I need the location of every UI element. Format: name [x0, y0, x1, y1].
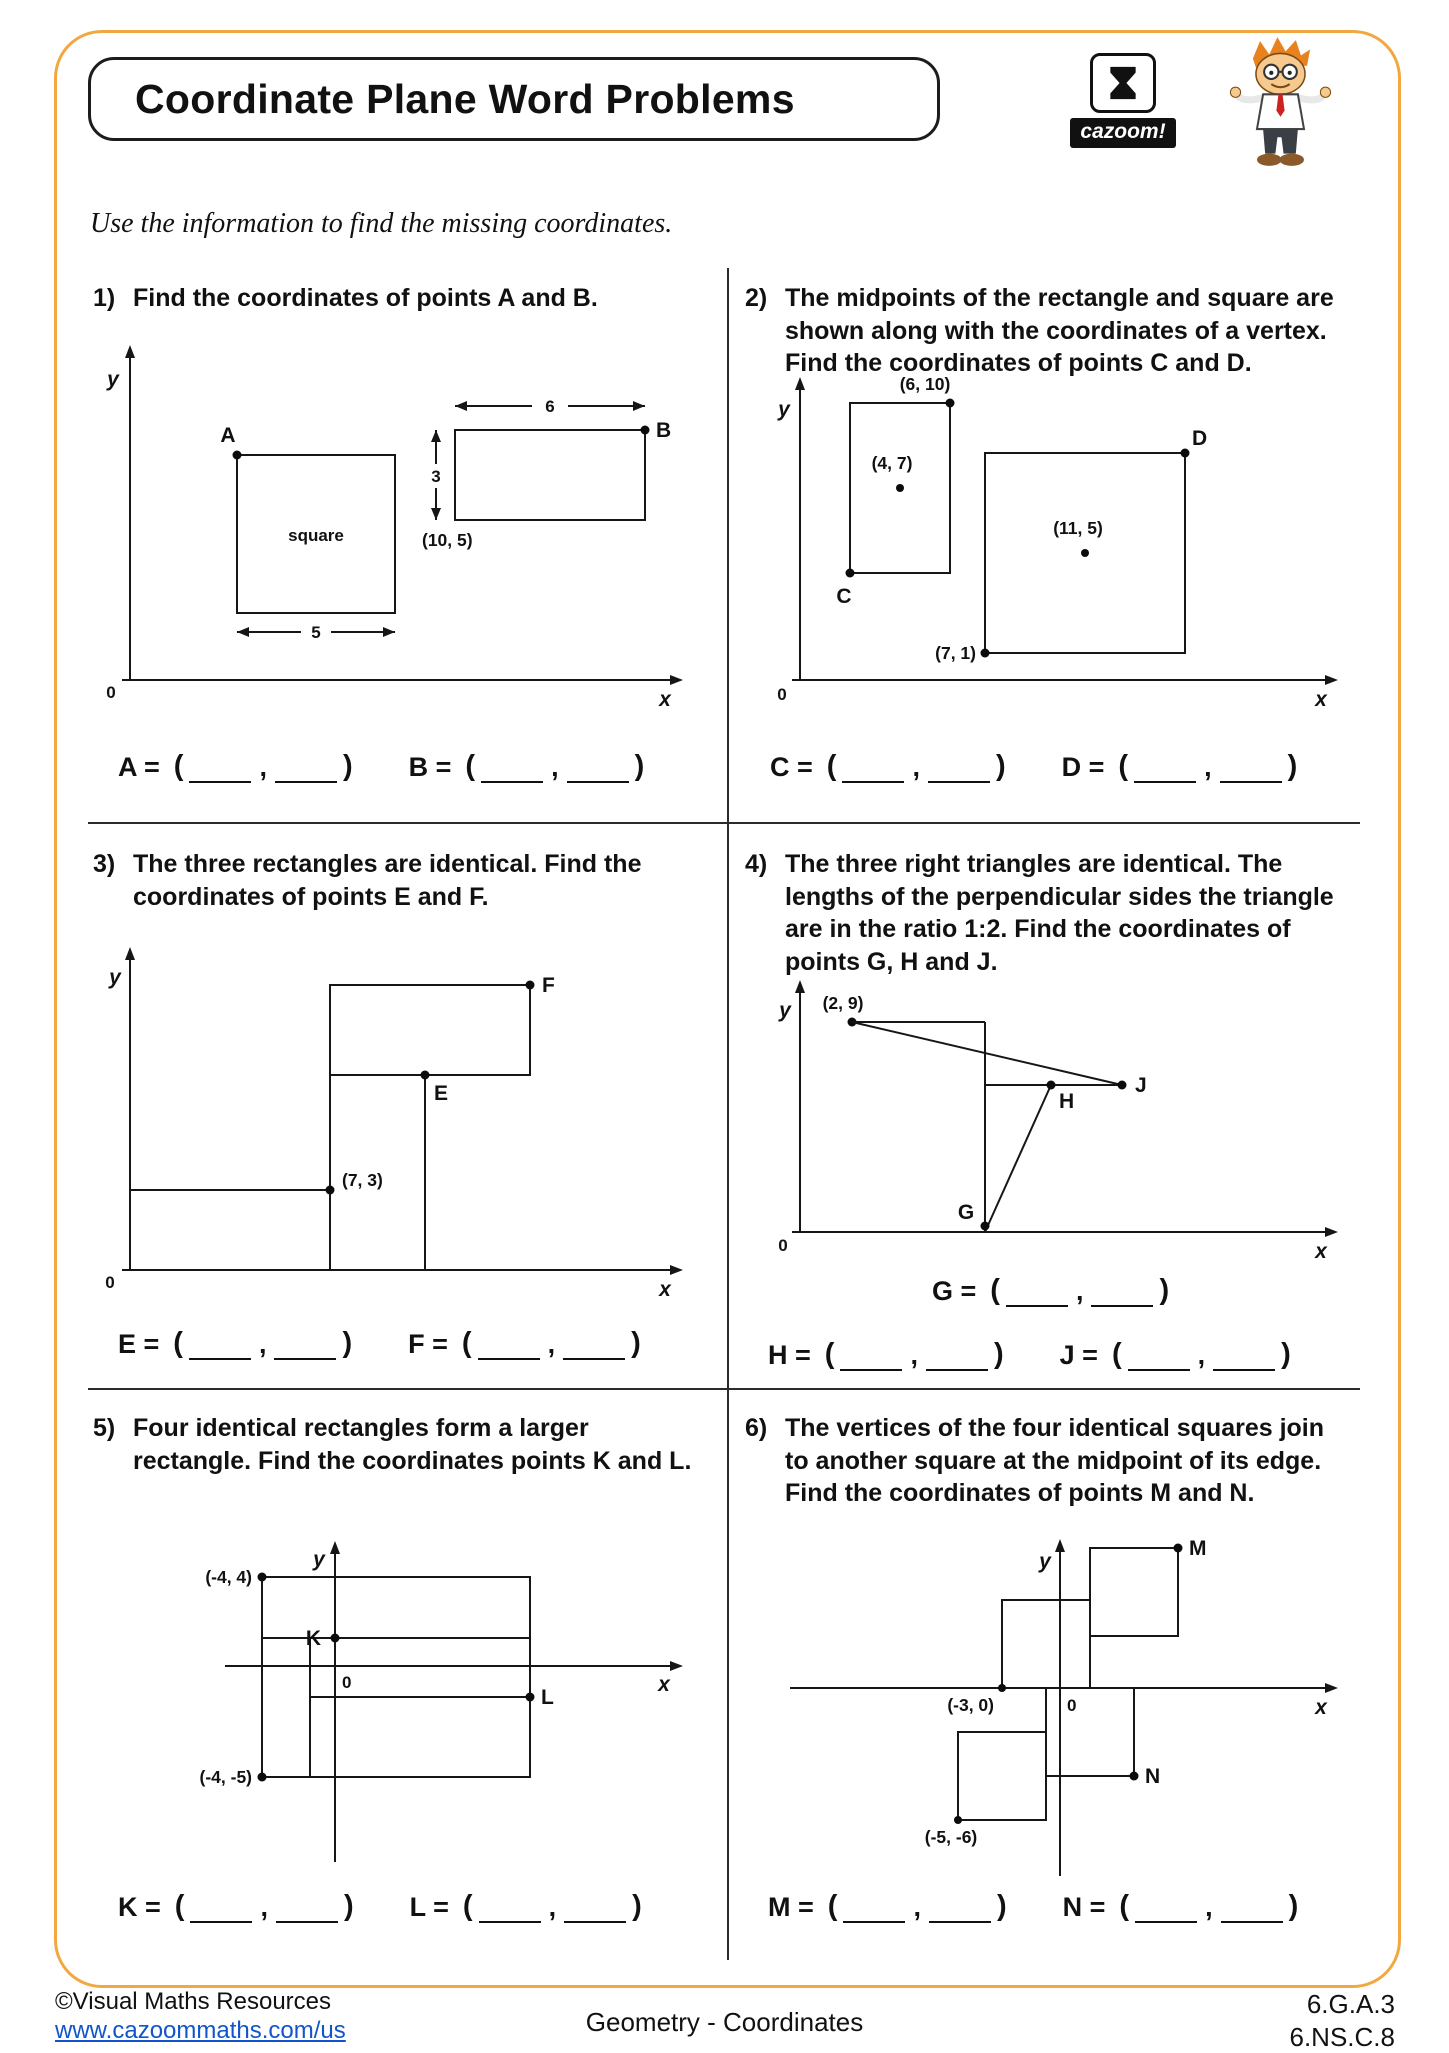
answer-blank	[1221, 1891, 1283, 1923]
close-paren: )	[1289, 1890, 1299, 1923]
square-text: square	[288, 526, 344, 545]
answer-blank	[1128, 1339, 1190, 1371]
origin-label: 0	[1067, 1696, 1076, 1715]
answer-blank	[189, 1328, 251, 1360]
answer-blank	[1006, 1275, 1068, 1307]
dim-arrow	[383, 627, 395, 637]
footer-standards	[1290, 1988, 1396, 2053]
problem-statement: The vertices of the four identical squares join to another square at the midpoint of its edge. Find the coordinates of points M and N.	[785, 1412, 1345, 1510]
midpoint-dot	[896, 484, 904, 492]
open-paren: (	[173, 1327, 183, 1360]
comma: ,	[549, 1892, 557, 1923]
point-E-dot	[421, 1071, 430, 1080]
close-paren: )	[631, 1327, 641, 1360]
dim-arrow	[455, 401, 467, 411]
answer-label: C =	[770, 752, 813, 783]
close-paren: )	[342, 1327, 352, 1360]
problem-number: 4)	[745, 848, 785, 978]
comma: ,	[259, 1329, 267, 1360]
problem-number: 2)	[745, 282, 785, 380]
x-axis-arrow	[1325, 1227, 1338, 1237]
problem-number: 6)	[745, 1412, 785, 1510]
dim-3-label: 3	[431, 467, 440, 486]
answer-blank	[564, 1891, 626, 1923]
comma: ,	[910, 1340, 918, 1371]
open-paren: (	[1118, 750, 1128, 783]
open-paren: (	[825, 1338, 835, 1371]
open-paren: (	[1119, 1890, 1129, 1923]
answer-label: M =	[768, 1892, 814, 1923]
answer-blank	[840, 1339, 902, 1371]
point-K-label: K	[306, 1627, 321, 1650]
vertex-coordinate-label: (7, 1)	[935, 643, 976, 663]
problem-statement: Four identical rectangles form a larger rectangle. Find the coordinates points K and L.	[133, 1412, 705, 1477]
x-axis-label: x	[658, 688, 672, 711]
triangle-slant-edge	[985, 1085, 1051, 1232]
x-axis-arrow	[1325, 675, 1338, 685]
point-C-dot	[846, 569, 855, 578]
answers-problem-2	[770, 750, 1353, 783]
problem-6-text	[745, 1412, 1345, 1510]
point-J-label: J	[1135, 1074, 1147, 1097]
answer-group-E	[118, 1327, 352, 1360]
open-paren: (	[463, 1890, 473, 1923]
open-paren: (	[1112, 1338, 1122, 1371]
problem-3-diagram	[95, 930, 695, 1320]
point-F-dot	[526, 981, 535, 990]
answers-problem-4-HJ	[768, 1338, 1347, 1371]
dim-arrow	[431, 430, 441, 442]
midpoint-dot	[1081, 549, 1089, 557]
vertex-coordinate-label: (-4, -5)	[200, 1767, 253, 1787]
x-axis-label: x	[657, 1673, 671, 1696]
answers-problem-4-G	[932, 1274, 1225, 1307]
point-A-dot	[233, 451, 242, 460]
vertex-coordinate-label: (2, 9)	[823, 993, 864, 1013]
square-shape	[1090, 1548, 1178, 1636]
close-paren: )	[997, 1890, 1007, 1923]
vertex-dot	[946, 399, 955, 408]
problem-2	[727, 268, 1360, 822]
comma: ,	[1076, 1276, 1084, 1307]
point-H-dot	[1047, 1081, 1056, 1090]
x-axis-arrow	[670, 675, 683, 685]
mascot-character	[1222, 34, 1340, 177]
answer-blank	[190, 1891, 252, 1923]
problem-5-diagram	[95, 1510, 695, 1880]
problem-4-text	[745, 848, 1345, 978]
problem-number: 3)	[93, 848, 133, 913]
y-axis-arrow	[795, 377, 805, 390]
vertex-coordinate-label: (7, 3)	[342, 1170, 383, 1190]
answers-problem-6	[768, 1890, 1354, 1923]
point-E-label: E	[434, 1082, 448, 1105]
close-paren: )	[635, 750, 645, 783]
open-paren: (	[174, 750, 184, 783]
problem-5	[88, 1388, 727, 1960]
vertex-dot	[998, 1684, 1006, 1692]
answer-blank	[563, 1328, 625, 1360]
problem-statement: Find the coordinates of points A and B.	[133, 282, 598, 315]
open-paren: (	[990, 1274, 1000, 1307]
answer-blank	[478, 1328, 540, 1360]
y-axis-label: y	[1038, 1550, 1052, 1573]
comma: ,	[259, 752, 267, 783]
header	[88, 57, 940, 141]
mascot-eye-left	[1269, 71, 1273, 75]
answer-label: K =	[118, 1892, 161, 1923]
answer-blank	[842, 751, 904, 783]
close-paren: )	[632, 1890, 642, 1923]
open-paren: (	[465, 750, 475, 783]
y-axis-label: y	[106, 368, 120, 391]
answer-label: N =	[1063, 1892, 1106, 1923]
answer-label: E =	[118, 1329, 159, 1360]
standard-code: 6.NS.C.8	[1290, 2021, 1396, 2053]
vertex-coordinate-label: (-4, 4)	[205, 1567, 252, 1587]
instruction-text: Use the information to find the missing coordinates.	[90, 208, 672, 240]
y-axis-arrow	[125, 345, 135, 358]
point-G-dot	[981, 1222, 990, 1231]
dim-5-label: 5	[311, 623, 320, 642]
vertex-dot	[258, 1773, 267, 1782]
answer-label: H =	[768, 1340, 811, 1371]
problem-statement: The three right triangles are identical. The lengths of the perpendicular sides the triangle are in the ratio 1:2. Find the coordinates of points G, H and J.	[785, 848, 1345, 978]
problem-1-diagram	[95, 330, 695, 730]
open-paren: (	[827, 750, 837, 783]
dim-6-label: 6	[545, 397, 554, 416]
problem-6	[727, 1388, 1360, 1960]
close-paren: )	[994, 1338, 1004, 1371]
comma: ,	[1204, 752, 1212, 783]
vertex-dot	[954, 1816, 962, 1824]
x-axis-arrow	[1325, 1683, 1338, 1693]
mascot-arm-left	[1237, 94, 1265, 100]
x-axis-label: x	[1314, 688, 1328, 711]
answer-group-J	[1060, 1338, 1291, 1371]
comma: ,	[551, 752, 559, 783]
comma: ,	[548, 1329, 556, 1360]
answer-blank	[929, 1891, 991, 1923]
answer-label: A =	[118, 752, 160, 783]
y-axis-label: y	[778, 999, 792, 1022]
y-axis-arrow	[1055, 1539, 1065, 1552]
y-axis-label: y	[312, 1548, 326, 1571]
answer-group-G	[932, 1274, 1169, 1307]
answer-blank	[275, 751, 337, 783]
answer-group-A	[118, 750, 353, 783]
answer-blank	[189, 751, 251, 783]
comma: ,	[913, 1892, 921, 1923]
comma: ,	[1198, 1340, 1206, 1371]
answer-blank	[926, 1339, 988, 1371]
mascot-pants	[1263, 129, 1298, 154]
mascot-shoe-left	[1257, 154, 1282, 166]
y-axis-arrow	[795, 980, 805, 993]
answer-group-M	[768, 1890, 1007, 1923]
answer-label: D =	[1062, 752, 1105, 783]
dim-arrow	[431, 508, 441, 520]
comma: ,	[260, 1892, 268, 1923]
dim-arrow	[237, 627, 249, 637]
problem-5-text	[93, 1412, 705, 1477]
mascot-hand-left	[1230, 87, 1240, 97]
answer-group-H	[768, 1338, 1004, 1371]
close-paren: )	[996, 750, 1006, 783]
point-A-label: A	[220, 424, 235, 447]
answer-group-D	[1062, 750, 1298, 783]
point-N-dot	[1130, 1772, 1139, 1781]
answer-group-K	[118, 1890, 354, 1923]
midpoint-coordinate-label: (11, 5)	[1053, 518, 1103, 538]
answer-blank	[276, 1891, 338, 1923]
square-shape	[958, 1732, 1046, 1820]
answers-problem-1	[118, 750, 700, 783]
point-C-label: C	[836, 585, 851, 608]
point-M-dot	[1174, 1544, 1183, 1553]
answer-label: G =	[932, 1276, 976, 1307]
y-axis-arrow	[330, 1541, 340, 1554]
answer-group-B	[409, 750, 645, 783]
answers-problem-3	[118, 1327, 697, 1360]
point-M-label: M	[1189, 1537, 1207, 1560]
point-D-dot	[1181, 449, 1190, 458]
origin-label: 0	[778, 1236, 787, 1255]
answer-blank	[1135, 1891, 1197, 1923]
vertex-coordinate-label: (-3, 0)	[947, 1695, 994, 1715]
footer-subject: Geometry - Coordinates	[0, 2007, 1449, 2038]
point-B-label: B	[656, 419, 671, 442]
close-paren: )	[344, 1890, 354, 1923]
dim-arrow	[633, 401, 645, 411]
outer-rectangle	[262, 1577, 530, 1777]
vertex-coordinate-label: (10, 5)	[422, 530, 473, 550]
x-axis-label: x	[1314, 1696, 1328, 1719]
vertex-dot	[981, 649, 990, 658]
origin-label: 0	[342, 1673, 351, 1692]
mascot-eye-right	[1288, 71, 1292, 75]
problem-3-text	[93, 848, 705, 913]
point-K-dot	[331, 1634, 340, 1643]
problem-1	[88, 268, 727, 822]
point-F-label: F	[542, 974, 555, 997]
point-G-label: G	[958, 1201, 974, 1224]
vertex-dot	[258, 1573, 267, 1582]
point-L-dot	[526, 1693, 535, 1702]
answer-label: B =	[409, 752, 452, 783]
problem-4-diagram	[745, 967, 1355, 1267]
origin-label: 0	[106, 683, 115, 702]
cazoom-logo	[1062, 53, 1184, 148]
answer-blank	[1091, 1275, 1153, 1307]
cazoom-logo-text: cazoom!	[1070, 118, 1175, 148]
mascot-shoe-right	[1279, 154, 1304, 166]
copyright-text: ©Visual Maths Resources	[55, 1988, 346, 2017]
problem-number: 5)	[93, 1412, 133, 1477]
x-axis-label: x	[1314, 1240, 1328, 1263]
origin-label: 0	[777, 685, 786, 704]
answer-blank	[481, 751, 543, 783]
x-axis-label: x	[658, 1278, 672, 1301]
close-paren: )	[1281, 1338, 1291, 1371]
y-axis-label: y	[777, 398, 791, 421]
answer-group-L	[410, 1890, 642, 1923]
point-N-label: N	[1145, 1765, 1160, 1788]
answer-group-C	[770, 750, 1006, 783]
open-paren: (	[828, 1890, 838, 1923]
vertex-dot	[326, 1186, 335, 1195]
answer-blank	[1134, 751, 1196, 783]
answer-blank	[928, 751, 990, 783]
rectangle-shape	[455, 430, 645, 520]
comma: ,	[912, 752, 920, 783]
answer-blank	[479, 1891, 541, 1923]
hourglass-shape	[1110, 67, 1135, 99]
x-axis-arrow	[670, 1265, 683, 1275]
problem-6-diagram	[745, 1510, 1355, 1880]
answer-label: F =	[408, 1329, 448, 1360]
y-axis-arrow	[125, 947, 135, 960]
vertex-coordinate-label: (-5, -6)	[925, 1827, 978, 1847]
point-J-dot	[1118, 1081, 1127, 1090]
origin-label: 0	[105, 1273, 114, 1292]
problem-statement: The midpoints of the rectangle and square are shown along with the coordinates of a vertex. Find the coordinates of points C and D.	[785, 282, 1345, 380]
open-paren: (	[462, 1327, 472, 1360]
answer-group-F	[408, 1327, 641, 1360]
answer-label: L =	[410, 1892, 449, 1923]
close-paren: )	[1288, 750, 1298, 783]
point-D-label: D	[1192, 427, 1207, 450]
answer-blank	[843, 1891, 905, 1923]
open-paren: (	[175, 1890, 185, 1923]
standard-code: 6.G.A.3	[1290, 1988, 1396, 2021]
problem-statement: The three rectangles are identical. Find the coordinates of points E and F.	[133, 848, 705, 913]
x-axis-arrow	[670, 1661, 683, 1671]
point-L-label: L	[541, 1686, 554, 1709]
problem-number: 1)	[93, 282, 133, 315]
mascot-hand-right	[1320, 87, 1330, 97]
answer-group-N	[1063, 1890, 1299, 1923]
hourglass-icon	[1100, 60, 1146, 106]
square-shape	[1002, 1600, 1090, 1688]
answer-blank	[1220, 751, 1282, 783]
website-link[interactable]: www.cazoommaths.com/us	[55, 2017, 346, 2044]
mascot-arm-right	[1297, 94, 1325, 100]
comma: ,	[1205, 1892, 1213, 1923]
rectangle-top	[330, 985, 530, 1075]
problem-4	[727, 822, 1360, 1388]
problem-2-diagram	[745, 328, 1355, 738]
triangle-hypotenuse	[852, 1022, 1122, 1085]
point-H-label: H	[1059, 1090, 1074, 1113]
answers-problem-5	[118, 1890, 698, 1923]
answer-blank	[274, 1328, 336, 1360]
point-B-dot	[641, 426, 650, 435]
answer-label: J =	[1060, 1340, 1098, 1371]
problem-1-text	[93, 282, 705, 315]
close-paren: )	[343, 750, 353, 783]
vertex-coordinate-label: (6, 10)	[900, 374, 951, 394]
cazoom-logo-icon	[1090, 53, 1156, 113]
answer-blank	[1213, 1339, 1275, 1371]
close-paren: )	[1159, 1274, 1169, 1307]
midpoint-coordinate-label: (4, 7)	[872, 453, 913, 473]
page-title: Coordinate Plane Word Problems	[135, 76, 795, 123]
y-axis-label: y	[108, 966, 122, 989]
problem-3	[88, 822, 727, 1388]
answer-blank	[567, 751, 629, 783]
